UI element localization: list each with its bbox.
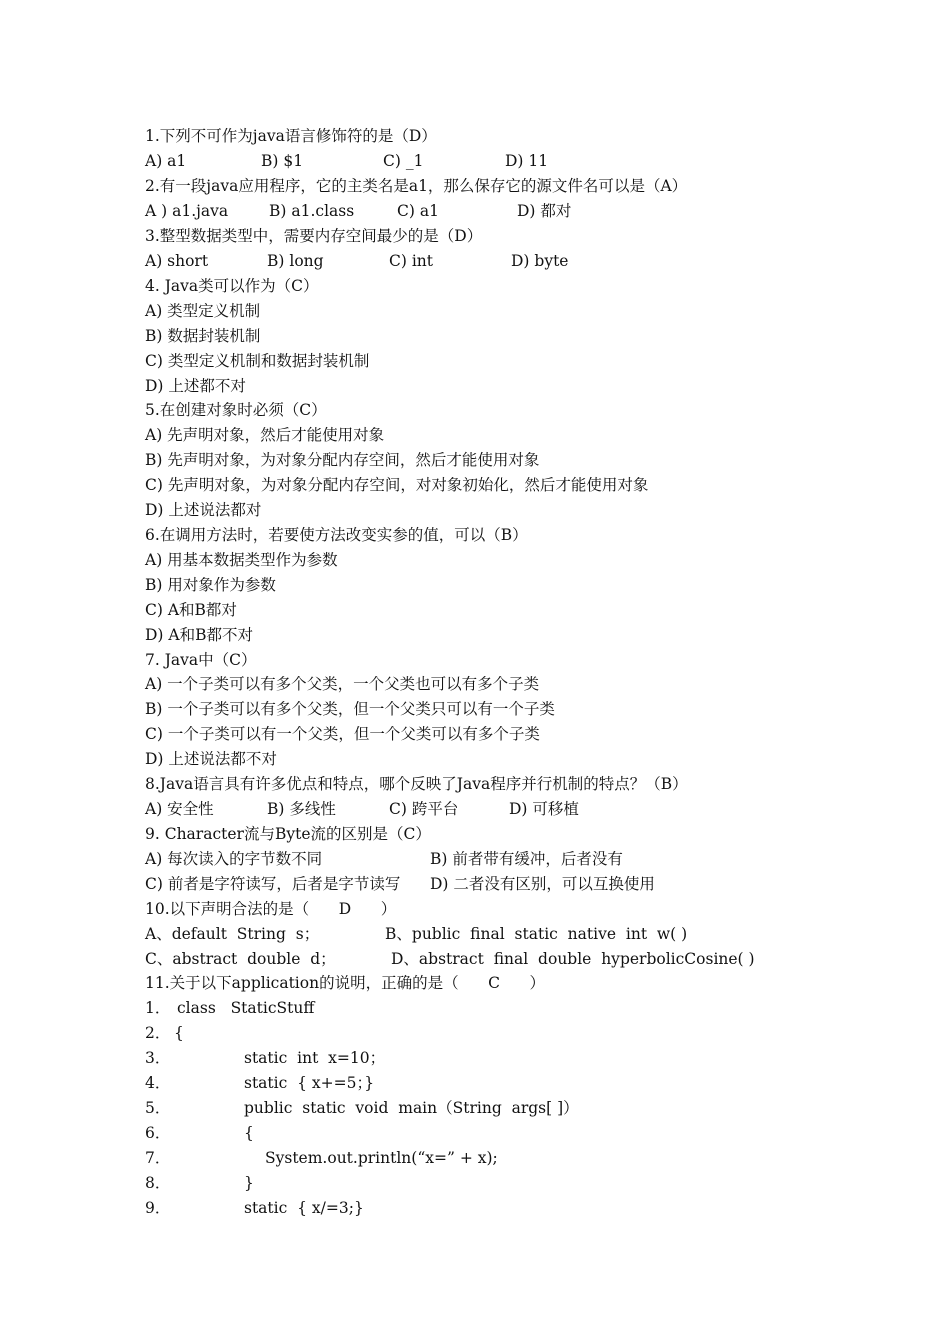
code-line-number: 8．	[145, 1174, 171, 1192]
q9-option-a: A) 每次读入的字节数不同	[145, 850, 323, 868]
q6-option-a: A) 用基本数据类型作为参数	[145, 551, 338, 569]
q2-option-d: D) 都对	[517, 202, 572, 220]
code-line-text: {	[244, 1124, 254, 1142]
code-line-number: 3．	[145, 1049, 171, 1067]
q3-option-d: D) byte	[511, 252, 569, 270]
q4-option-d: D) 上述都不对	[145, 377, 246, 395]
q1-option-c: C) _1	[383, 152, 424, 170]
q1-option-d: D) 11	[505, 152, 549, 170]
q3-option-b: B) long	[267, 252, 324, 270]
q2-option-c: C) a1	[397, 202, 439, 220]
q6-stem: 6.在调用方法时，若要使方法改变实参的值，可以（B）	[145, 526, 528, 544]
code-line-text: static { x/=3;}	[244, 1199, 364, 1217]
q5-option-a: A) 先声明对象，然后才能使用对象	[145, 426, 385, 444]
code-line-number: 9．	[145, 1199, 171, 1217]
q10-option-c: C、abstract double d；	[145, 950, 336, 968]
q3-stem: 3.整型数据类型中，需要内存空间最少的是（D）	[145, 227, 483, 245]
q7-option-d: D) 上述说法都不对	[145, 750, 277, 768]
q9-option-b: B) 前者带有缓冲，后者没有	[430, 850, 623, 868]
code-line-number: 4．	[145, 1074, 171, 1092]
q6-option-d: D) A和B都不对	[145, 626, 253, 644]
code-line-number: 5．	[145, 1099, 171, 1117]
q11-stem: 11.关于以下application的说明，正确的是（ C ）	[145, 974, 546, 992]
q3-option-c: C) int	[389, 252, 434, 270]
q6-option-c: C) A和B都对	[145, 601, 237, 619]
q7-stem: 7. Java中（C）	[145, 651, 257, 669]
q9-option-d: D) 二者没有区别，可以互换使用	[430, 875, 655, 893]
q4-stem: 4. Java类可以作为（C）	[145, 277, 319, 295]
q7-option-b: B) 一个子类可以有多个父类，但一个父类只可以有一个子类	[145, 700, 555, 718]
q8-option-a: A) 安全性	[145, 800, 214, 818]
q4-option-c: C) 类型定义机制和数据封装机制	[145, 352, 370, 370]
q1-stem: 1.下列不可作为java语言修饰符的是（D）	[145, 127, 437, 145]
q2-option-a: A ) a1.java	[145, 202, 229, 220]
code-line-text: static { x+=5；}	[244, 1074, 375, 1092]
q8-option-d: D) 可移植	[509, 800, 579, 818]
q9-stem: 9. Character流与Byte流的区别是（C）	[145, 825, 431, 843]
q1-option-b: B) $1	[261, 152, 304, 170]
code-line-text: public static void main（String args[ ]）	[244, 1099, 579, 1117]
code-line-number: 6．	[145, 1124, 171, 1142]
q8-option-b: B) 多线性	[267, 800, 336, 818]
q1-option-a: A) a1	[145, 152, 187, 170]
q10-option-b: B、public final static native int w( )	[385, 925, 688, 943]
q7-option-c: C) 一个子类可以有一个父类，但一个父类可以有多个子类	[145, 725, 540, 743]
q3-option-a: A) short	[145, 252, 209, 270]
q5-option-b: B) 先声明对象，为对象分配内存空间，然后才能使用对象	[145, 451, 540, 469]
code-line-text: class StaticStuff	[177, 999, 315, 1017]
code-line-text: static int x=10；	[244, 1049, 386, 1067]
q10-option-a: A、default String s；	[145, 925, 320, 943]
q5-option-c: C) 先声明对象，为对象分配内存空间，对对象初始化，然后才能使用对象	[145, 476, 649, 494]
q4-option-a: A) 类型定义机制	[145, 302, 261, 320]
code-line-number: 2．	[145, 1024, 171, 1042]
q10-stem: 10.以下声明合法的是（ D ）	[145, 900, 397, 918]
q5-stem: 5.在创建对象时必须（C）	[145, 401, 327, 419]
q8-option-c: C) 跨平台	[389, 800, 459, 818]
q2-option-b: B) a1.class	[269, 202, 355, 220]
q7-option-a: A) 一个子类可以有多个父类，一个父类也可以有多个子类	[145, 675, 540, 693]
code-line-number: 1．	[145, 999, 171, 1017]
code-line-text: System.out.println(“x=” + x);	[265, 1149, 498, 1167]
q5-option-d: D) 上述说法都对	[145, 501, 262, 519]
q4-option-b: B) 数据封装机制	[145, 327, 261, 345]
q6-option-b: B) 用对象作为参数	[145, 576, 276, 594]
q10-option-d: D、abstract final double hyperbolicCosine( )	[391, 950, 755, 968]
code-line-text: }	[244, 1174, 254, 1192]
q2-stem: 2.有一段java应用程序，它的主类名是a1，那么保存它的源文件名可以是（A）	[145, 177, 688, 195]
code-line-text: {	[174, 1024, 184, 1042]
code-line-number: 7．	[145, 1149, 171, 1167]
q9-option-c: C) 前者是字符读写，后者是字节读写	[145, 875, 401, 893]
q8-stem: 8.Java语言具有许多优点和特点，哪个反映了Java程序并行机制的特点？（B）	[145, 775, 688, 793]
